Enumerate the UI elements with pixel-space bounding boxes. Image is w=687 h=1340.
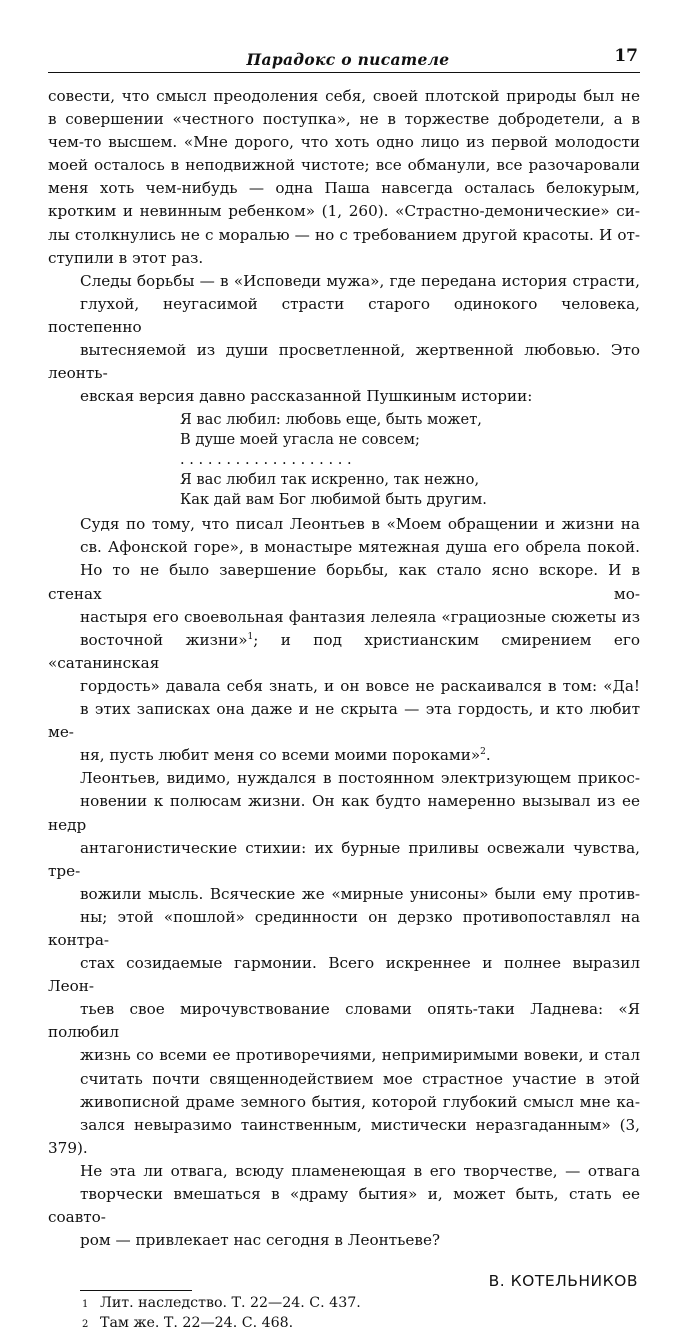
text-fragment: . <box>485 746 491 765</box>
footnote-mark: 2 <box>82 1319 89 1331</box>
text-line: гордость» давала себя знать, и он вовсе не раскаивался в том: «Да! <box>80 676 640 695</box>
page-number: 17 <box>614 46 638 66</box>
footnote-text: Там же. Т. 22—24. С. 468. <box>100 1315 294 1332</box>
text-line: настыря его своевольная фантазия лелеяла «грациозные сюжеты из <box>80 607 640 626</box>
text-line: ром — привлекает нас сегодня в Леонтьеве? <box>80 1231 441 1250</box>
poem-quote <box>180 410 640 509</box>
text-line: в совершении «честного поступка», не в торжестве добродетели, а в <box>48 110 640 129</box>
text-line: кротким и невинным ребенком» (1, 260). «Страстно-демонические» си- <box>48 202 640 221</box>
text-line: Следы борьбы — в «Исповеди мужа», где передана история страсти, <box>80 271 640 290</box>
text-line: жизнь со всеми ее противоречиями, непримиримыми вовеки, и стал <box>80 1046 640 1065</box>
text-line: ны; этой «пошлой» срединности он дерзко противопоставлял на контра- <box>48 907 640 949</box>
text-line-with-note <box>48 744 640 767</box>
text-line: Но то не было завершение борьбы, как стало ясно вскоре. И в стенах мо- <box>48 561 640 603</box>
paragraph-5 <box>48 1160 640 1252</box>
running-head <box>48 44 640 73</box>
footnote-text: Лит. наследство. Т. 22—24. С. 437. <box>100 1295 361 1312</box>
text-line: Леонтьев, видимо, нуждался в постоянном электризующем прикос- <box>80 769 640 788</box>
footnote-mark: 1 <box>82 1299 89 1311</box>
footnote-2 <box>82 1314 361 1334</box>
footnotes <box>82 1294 361 1334</box>
text-line: антагонистические стихии: их бурные приливы освежали чувства, тре- <box>48 838 640 880</box>
text-line: вытесняемой из души просветленной, жертвенной любовью. Это леонть- <box>48 341 640 383</box>
footnote-ref-2: 2 <box>480 747 486 758</box>
text-line: творчески вмешаться в «драму бытия» и, может быть, стать ее соавто- <box>48 1185 640 1227</box>
text-line: евская версия давно рассказанной Пушкиным истории: <box>80 387 533 406</box>
paragraph-2 <box>48 270 640 409</box>
poem-line: Как дай вам Бог любимой быть другим. <box>180 490 487 508</box>
text-line: ступили в этот раз. <box>48 248 204 267</box>
running-title: Парадокс о писателе <box>246 50 450 69</box>
signature-footnotes <box>48 1270 640 1340</box>
text-line: считать почти священнодействием мое страстное участие в этой <box>80 1069 640 1088</box>
text-line: в этих записках она даже и не скрыта — эта гордость, и кто любит ме- <box>48 700 640 742</box>
text-line: моей осталось в неподвижной чистоте; все обманули, все разочаровали <box>48 156 640 175</box>
author-signature: В. КОТЕЛЬНИКОВ <box>488 1272 638 1291</box>
text-line: лы столкнулись не с моралью — но с требованием другой красоты. И от- <box>48 225 640 244</box>
text-line: стах созидаемые гармонии. Всего искреннее и полнее выразил Леон- <box>48 954 640 996</box>
paragraph-4 <box>48 767 640 1160</box>
body-text <box>48 85 640 1340</box>
text-fragment: ; и под христианским смирением его «сатанинская <box>48 630 640 672</box>
footnote-ref-1: 1 <box>247 631 254 642</box>
text-line: новении к полюсам жизни. Он как будто намеренно вызывал из ее недр <box>48 792 640 834</box>
text-line: чем-то высшем. «Мне дорого, что хоть одно лицо из первой молодости <box>48 133 640 152</box>
paragraph-3 <box>48 513 640 767</box>
footnote-1 <box>82 1294 361 1314</box>
poem-line: В душе моей угасла не совсем; <box>180 431 420 449</box>
text-line: св. Афонской горе», в монастыре мятежная душа его обрела покой. <box>80 538 640 557</box>
text-line: вожили мысль. Всяческие же «мирные унисоны» были ему против- <box>80 884 640 903</box>
footnote-rule <box>80 1290 192 1291</box>
text-line: зался невыразимо таинственным, мистически неразгаданным» (3, 379). <box>48 1115 640 1157</box>
text-line: живописной драме земного бытия, которой глубокий смысл мне ка- <box>80 1092 640 1111</box>
text-line: меня хоть чем-нибудь — одна Паша навсегда осталась белокурым, <box>48 179 640 198</box>
text-line-with-note <box>48 629 640 675</box>
text-line: Судя по тому, что писал Леонтьев в «Моем обращении и жизни на <box>80 515 640 534</box>
book-page <box>48 44 640 1340</box>
text-fragment: ня, пусть любит меня со всеми моими пороками» <box>80 746 481 765</box>
paragraph-1 <box>48 85 640 270</box>
text-line: глухой, неугасимой страсти старого одинокого человека, постепенно <box>48 294 640 336</box>
text-line: тьев свое мирочувствование словами опять-таки Ладнева: «Я полюбил <box>48 1000 640 1042</box>
text-fragment: восточной жизни» <box>80 630 248 649</box>
poem-line: Я вас любил: любовь еще, быть может, <box>180 411 482 429</box>
text-line: совести, что смысл преодоления себя, своей плотской природы был не <box>48 87 640 105</box>
poem-line: Я вас любил так искренно, так нежно, <box>180 470 480 488</box>
poem-ellipsis: . . . . . . . . . . . . . . . . . . . <box>180 450 352 468</box>
text-line: Не эта ли отвага, всюду пламенеющая в его творчестве, — отвага <box>80 1161 640 1180</box>
